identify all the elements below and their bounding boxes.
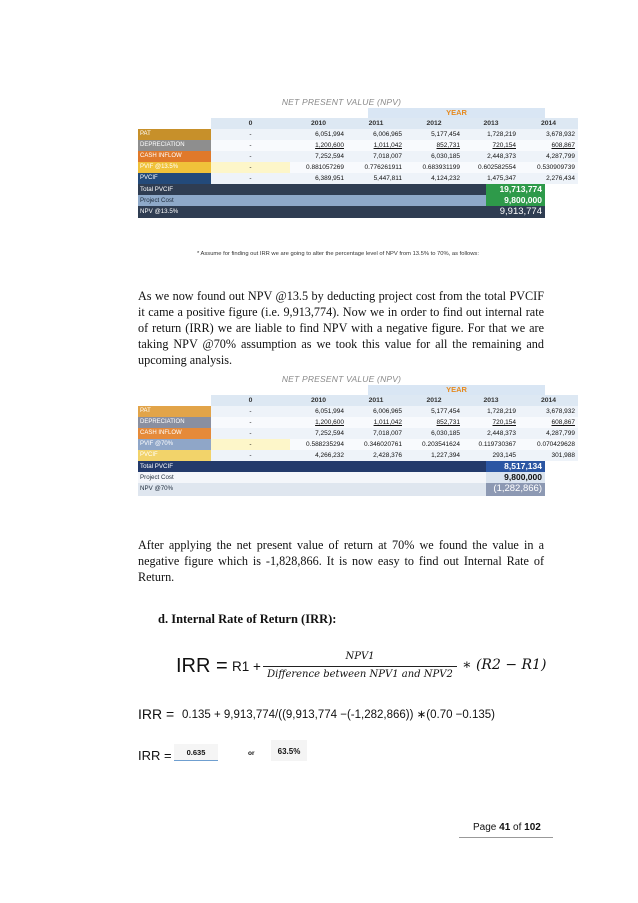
- table-cell: 1,200,600: [290, 417, 347, 428]
- table-cell: 0.530909739: [519, 162, 578, 173]
- result-or: or: [248, 750, 255, 757]
- formula-numerator: NPV1: [345, 651, 375, 662]
- page-number: Page 41 of 102: [473, 822, 541, 833]
- npv-table-70: [138, 374, 575, 496]
- table-title: NET PRESENT VALUE (NPV): [281, 374, 402, 384]
- table-cell: 6,006,965: [347, 406, 405, 417]
- table-cell: 0.070429628: [519, 439, 578, 450]
- table-cell: 0.602582554: [463, 162, 519, 173]
- year-zero-cell: -: [211, 173, 290, 184]
- row-label: DEPRECIATION: [138, 140, 211, 151]
- formula-r1: R1 +: [232, 659, 261, 674]
- column-header: 2013: [463, 118, 519, 129]
- column-header: 2014: [519, 395, 578, 406]
- row-label: CASH INFLOW: [138, 151, 211, 162]
- row-label: DEPRECIATION: [138, 417, 211, 428]
- npv-row: NPV @13.5% 9,913,774: [138, 206, 545, 218]
- table-cell: 0.683931199: [405, 162, 463, 173]
- table-cell: 0.588235294: [290, 439, 347, 450]
- table-cell: 4,287,799: [519, 428, 578, 439]
- project-cost-row: Project Cost 9,800,000: [138, 472, 545, 483]
- assumption-note: * Assume for finding out IRR we are going to alter the percentage level of NPV from 13.5% to 70%, as follows:: [197, 251, 479, 257]
- table-cell: 5,177,454: [405, 406, 463, 417]
- table-cell: 6,030,185: [405, 428, 463, 439]
- table-cell: 301,988: [519, 450, 578, 461]
- table-cell: 4,287,799: [519, 151, 578, 162]
- paragraph-npv-70: After applying the net present value of return at 70% we found the value in a negative figure which is -1,828,866. It is now easy to find out Internal Rate of Return.: [138, 538, 544, 584]
- table-cell: 6,051,994: [290, 129, 347, 140]
- formula-lhs: IRR =: [176, 655, 228, 677]
- year-zero-cell: -: [211, 428, 290, 439]
- table-cell: 852,731: [405, 417, 463, 428]
- row-label: PVIF @13.5%: [138, 162, 211, 173]
- year-zero-cell: -: [211, 151, 290, 162]
- year-zero-cell: -: [211, 450, 290, 461]
- year-zero-cell: -: [211, 129, 290, 140]
- table-cell: 6,051,994: [290, 406, 347, 417]
- column-header: 2014: [519, 118, 578, 129]
- year-zero-cell: -: [211, 439, 290, 450]
- column-header: 2013: [463, 395, 519, 406]
- header-blank: [138, 395, 211, 406]
- formula-tail: ∗ (R2 − R1): [462, 657, 547, 673]
- year-zero-cell: -: [211, 162, 290, 173]
- table-cell: 2,276,434: [519, 173, 578, 184]
- column-header: 2010: [290, 395, 347, 406]
- table-cell: 2,448,373: [463, 428, 519, 439]
- formula-denominator: Difference between NPV1 and NPV2: [267, 669, 453, 680]
- row-label: PVCIF: [138, 450, 211, 461]
- table-cell: 720,154: [463, 140, 519, 151]
- table-cell: 608,867: [519, 140, 578, 151]
- project-cost-value: 9,800,000: [486, 195, 545, 206]
- year-label: YEAR: [368, 385, 545, 395]
- fraction-bar: [263, 666, 457, 667]
- total-pvcif-value: 19,713,774: [486, 184, 545, 195]
- paragraph-npv-13-5: As we now found out NPV @13.5 by deducting project cost from the total PVCIF it came a positive figure (i.e. 9,913,774). Now we in order to find out internal rate of return (IRR) we are liable to find NPV with a negative figure. For that we are taking NPV @70% assumption as we took this value for all the remaining and upcoming analysis.: [138, 289, 544, 367]
- total-pvcif-row: Total PVCIF 19,713,774: [138, 184, 545, 195]
- table-cell: 293,145: [463, 450, 519, 461]
- table-cell: 1,011,042: [347, 140, 405, 151]
- column-header: 2012: [405, 395, 463, 406]
- year-zero-cell: -: [211, 406, 290, 417]
- table-cell: 2,428,376: [347, 450, 405, 461]
- table-cell: 1,227,394: [405, 450, 463, 461]
- table-cell: 1,011,042: [347, 417, 405, 428]
- table-cell: 852,731: [405, 140, 463, 151]
- table-cell: 1,728,219: [463, 406, 519, 417]
- table-cell: 608,867: [519, 417, 578, 428]
- table-cell: 3,678,932: [519, 406, 578, 417]
- row-label: PAT: [138, 406, 211, 417]
- table-cell: 3,678,932: [519, 129, 578, 140]
- table-cell: 0.776261911: [347, 162, 405, 173]
- table-cell: 5,447,811: [347, 173, 405, 184]
- table-cell: 0.203541624: [405, 439, 463, 450]
- table-cell: 7,018,007: [347, 151, 405, 162]
- table-cell: 7,252,594: [290, 151, 347, 162]
- result-lhs: IRR =: [138, 748, 172, 763]
- table-title: NET PRESENT VALUE (NPV): [281, 97, 402, 107]
- table-grid: [138, 395, 575, 461]
- table-cell: 6,006,965: [347, 129, 405, 140]
- column-header: 2011: [347, 118, 405, 129]
- result-percent: 63.5%: [271, 740, 307, 761]
- table-cell: 7,018,007: [347, 428, 405, 439]
- total-pvcif-row: Total PVCIF 8,517,134: [138, 461, 545, 472]
- column-header: 2010: [290, 118, 347, 129]
- column-header: 0: [211, 118, 290, 129]
- npv-row: NPV @70% (1,282,866): [138, 483, 545, 496]
- table-cell: 720,154: [463, 417, 519, 428]
- table-cell: 6,389,951: [290, 173, 347, 184]
- table-cell: 1,728,219: [463, 129, 519, 140]
- year-header-row: [138, 108, 545, 118]
- project-cost-value: 9,800,000: [486, 472, 545, 483]
- table-cell: 1,475,347: [463, 173, 519, 184]
- table-cell: 2,448,373: [463, 151, 519, 162]
- substituted-lhs: IRR =: [138, 706, 175, 722]
- column-header: 0: [211, 395, 290, 406]
- table-cell: 7,252,594: [290, 428, 347, 439]
- substituted-expression: 0.135 + 9,913,774/((9,913,774 −(-1,282,866)) ∗(0.70 −0.135): [182, 709, 496, 721]
- npv-value: (1,282,866): [486, 483, 545, 496]
- table-cell: 4,266,232: [290, 450, 347, 461]
- project-cost-row: Project Cost 9,800,000: [138, 195, 545, 206]
- year-zero-cell: -: [211, 140, 290, 151]
- year-header-row: [138, 385, 545, 395]
- npv-table-13-5: [138, 97, 575, 218]
- section-heading-irr: d. Internal Rate of Return (IRR):: [158, 612, 337, 626]
- table-grid: [138, 118, 575, 184]
- table-cell: 0.119730367: [463, 439, 519, 450]
- footer-rule: [459, 837, 553, 838]
- row-label: PVCIF: [138, 173, 211, 184]
- table-cell: 0.346020761: [347, 439, 405, 450]
- row-label: PVIF @70%: [138, 439, 211, 450]
- header-blank: [138, 118, 211, 129]
- table-cell: 5,177,454: [405, 129, 463, 140]
- npv-value: 9,913,774: [499, 206, 542, 217]
- table-cell: 4,124,232: [405, 173, 463, 184]
- row-label: CASH INFLOW: [138, 428, 211, 439]
- total-pvcif-value: 8,517,134: [486, 461, 545, 472]
- year-zero-cell: -: [211, 417, 290, 428]
- table-cell: 1,200,600: [290, 140, 347, 151]
- year-label: YEAR: [368, 108, 545, 118]
- column-header: 2011: [347, 395, 405, 406]
- table-cell: 0.881057269: [290, 162, 347, 173]
- table-cell: 6,030,185: [405, 151, 463, 162]
- result-decimal: 0.635: [174, 744, 218, 761]
- row-label: PAT: [138, 129, 211, 140]
- column-header: 2012: [405, 118, 463, 129]
